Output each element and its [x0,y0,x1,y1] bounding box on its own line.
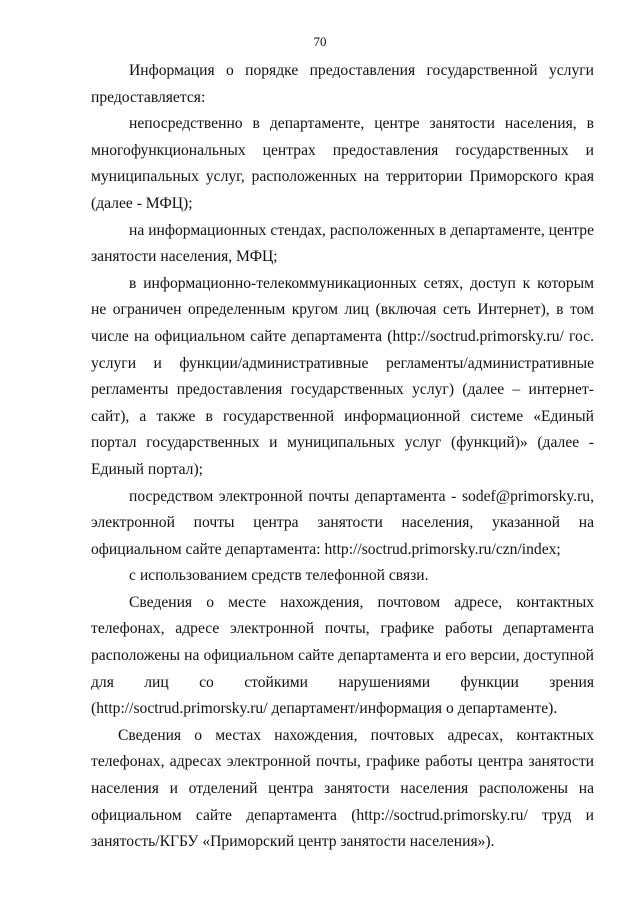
page-number: 70 [313,34,327,49]
paragraph-info-intro: Информация о порядке предоставления государственной услуги предоставляется: [91,62,594,106]
paragraph-info-stands: на информационных стендах, расположенных в департаменте, центре занятости населения, МФЦ; [91,221,594,266]
paragraph-telephone: с использованием средств телефонной связи. [129,567,429,585]
document-body [91,58,594,856]
paragraph-email: посредством электронной почты департамента - sodef@primorsky.ru, электронной почты центра занятости населения, указанной на официальном сайте департамента: http://soctrud.primorsky.ru/czn/index; [91,487,594,558]
paragraph-department-location: Сведения о месте нахождения, почтовом адресе, контактных телефонах, адресе электронной почты, графике работы департамента расположены на официальном сайте департамента и его версии, доступной для лиц со стойкими нарушениями функции зрения (http://soctrud.primorsky.ru/ департамент/информация о департаменте). [91,593,594,718]
paragraph-telecom-networks: в информационно-телекоммуникационных сетях, доступ к которым не ограничен определенным кругом лиц (включая сеть Интернет), в том числе на официальном сайте департамента (http://soctrud.primorsky.ru/ гос. услуги и функции/административные регламенты/административные регламенты предоставления государственных услуг) (далее – интернет-сайт), а также в государственной информационной системе «Единый портал государственных и муниципальных услуг (функций)» (далее - Единый портал); [91,274,594,478]
paragraph-directly-in-department: непосредственно в департаменте, центре занятости населения, в многофункциональных центрах предоставления государственных и муниципальных услуг, расположенных на территории Приморского края (далее - МФЦ); [91,115,594,212]
paragraph-employment-center-location: Сведения о местах нахождения, почтовых адресах, контактных телефонах, адресах электронной почты, графике работы центра занятости населения и отделений центра занятости населения расположены на официальном сайте департамента (http://soctrud.primorsky.ru/ труд и занятость/КГБУ «Приморский центр занятости населения»). [91,726,594,851]
